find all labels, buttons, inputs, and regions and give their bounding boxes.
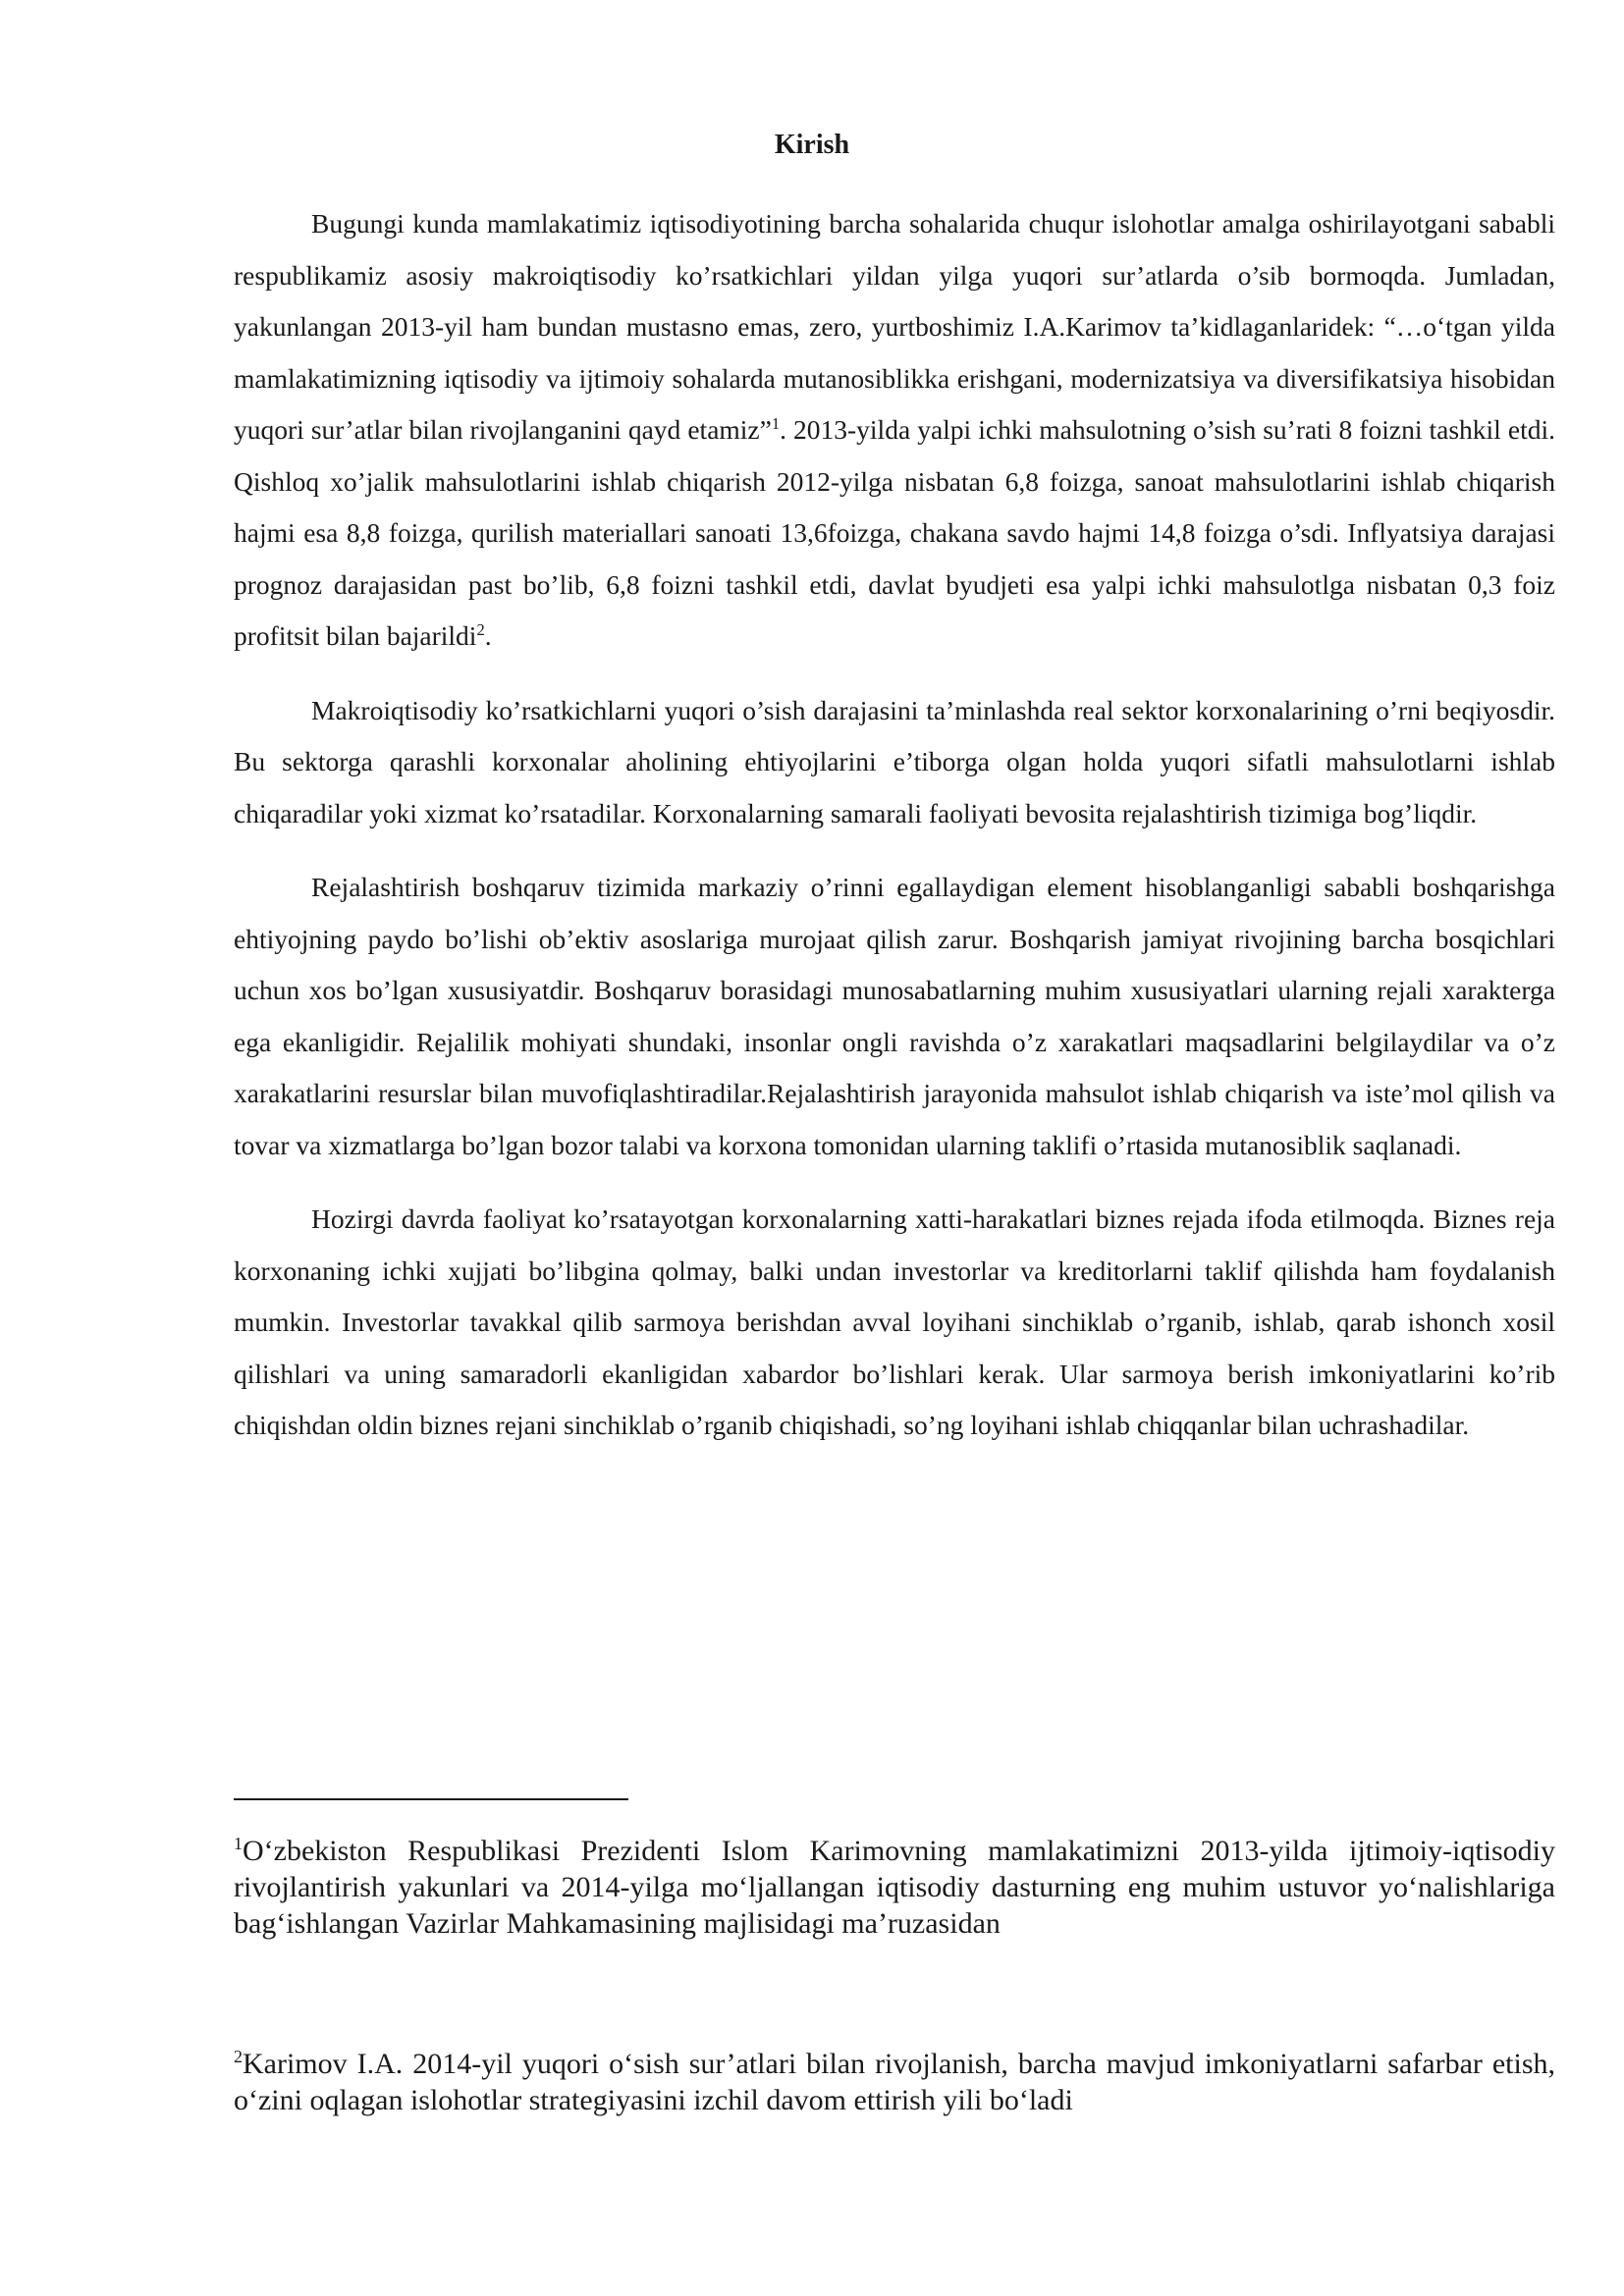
paragraph-1-text: Bugungi kunda mamlakatimiz iqtisodiyotining barcha sohalarida chuqur islohotlar amalga oshirilayotgani sababli respublikamiz asosiy makroiqtisodiy ko’rsatkichlari yildan yilga yuqori sur’atlarda o’sib bormoqda. Jumladan, yakunlangan 2013-yil ham bundan mustasno emas, zero, yurtboshimiz I.A.Karimov ta’kidlaganlaridek: “…o‘tgan yilda mamlakatimizning iqtisodiy va ijtimoiy sohalarda mutanosiblikka erishgani, modernizatsiya va diversifikatsiya hisobidan yuqori sur’atlar bilan rivojlanganini qayd etamiz” <box>234 208 1555 445</box>
paragraph-1 <box>234 198 1555 663</box>
body-text <box>234 198 1555 1474</box>
footnote-ref-1[interactable]: 1 <box>771 413 781 433</box>
footnote-separator <box>234 1798 628 1800</box>
footnote-1 <box>234 1833 1555 1942</box>
footnote-2 <box>234 2046 1555 2118</box>
footnote-2-marker: 2 <box>234 2047 243 2066</box>
paragraph-3: Rejalashtirish boshqaruv tizimida markaziy o’rinni egallaydigan element hisoblanganligi sababli boshqarishga ehtiyojning paydo bo’lishi ob’ektiv asoslariga murojaat qilish zarur. Boshqarish jamiyat rivojining barcha bosqichlari uchun xos bo’lgan xususiyatdir. Boshqaruv borasidagi munosabatlarning muhim xususiyatlari ularning rejali xarakterga ega ekanligidir. Rejalilik mohiyati shundaki, insonlar ongli ravishda o’z xarakatlari maqsadlarini belgilaydilar va o’z xarakatlarini resurslar bilan muvofiqlashtiradilar.Rejalashtirish jarayonida mahsulot ishlab chiqarish va iste’mol qilish va tovar va xizmatlarga bo’lgan bozor talabi va korxona tomonidan ularning taklifi o’rtasida mutanosiblik saqlanadi. <box>234 872 1555 1160</box>
paragraph-4: Hozirgi davrda faoliyat ko’rsatayotgan korxonalarning xatti-harakatlari biznes rejada ifoda etilmoqda. Biznes reja korxonaning ichki xujjati bo’libgina qolmay, balki undan investorlar va kreditorlarni taklif qilishda ham foydalanish mumkin. Investorlar tavakkal qilib sarmoya berishdan avval loyihani sinchiklab o’rganib, ishlab, qarab ishonch xosil qilishlari va uning samaradorli ekanligidan xabardor bo’lishlari kerak. Ular sarmoya berish imkoniyatlarini ko’rib chiqishdan oldin biznes rejani sinchiklab o’rganib chiqishadi, so’ng loyihani ishlab chiqqanlar bilan uchrashadilar. <box>234 1203 1555 1440</box>
footnote-2-text: Karimov I.A. 2014-yil yuqori o‘sish sur’atlari bilan rivojlanish, barcha mavjud imkoniyatlarni safarbar etish, o‘zini oqlagan islohotlar strategiyasini izchil davom ettirish yili bo‘ladi <box>234 2048 1555 2116</box>
paragraph-2: Makroiqtisodiy ko’rsatkichlarni yuqori o’sish darajasini ta’minlashda real sektor korxonalarining o’rni beqiyosdir. Bu sektorga qarashli korxonalar aholining ehtiyojlarini e’tiborga olgan holda yuqori sifatli mahsulotlarni ishlab chiqaradilar yoki xizmat ko’rsatadilar. Korxonalarning samarali faoliyati bevosita rejalashtirish tizimiga bog’liqdir. <box>234 694 1555 828</box>
footnote-ref-2[interactable]: 2 <box>476 619 485 639</box>
footnote-1-text: O‘zbekiston Respublikasi Prezidenti Islom Karimovning mamlakatimizni 2013-yilda ijtimoiy-iqtisodiy rivojlantirish yakunlari va 2014-yilga mo‘ljallangan iqtisodiy dasturning eng muhim ustuvor yo‘nalishlariga bag‘ishlangan Vazirlar Mahkamasining majlisidagi ma’ruzasidan <box>234 1835 1555 1940</box>
paragraph-1-end: . <box>484 620 492 651</box>
footnote-1-marker: 1 <box>234 1834 243 1853</box>
page-title: Kirish <box>774 130 850 160</box>
paragraph-1-text-cont: . 2013-yilda yalpi ichki mahsulotning o’sish su’rati 8 foizni tashkil etdi. Qishloq xo’jalik mahsulotlarini ishlab chiqarish 2012-yilga nisbatan 6,8 foizga, sanoat mahsulotlarini ishlab chiqarish hajmi esa 8,8 foizga, qurilish materiallari sanoati 13,6foizga, chakana savdo hajmi 14,8 foizga o’sdi. Inflyatsiya darajasi prognoz darajasidan past bo’lib, 6,8 foizni tashkil etdi, davlat byudjeti esa yalpi ichki mahsulotlga nisbatan 0,3 foiz profitsit bilan bajarildi <box>234 414 1555 651</box>
